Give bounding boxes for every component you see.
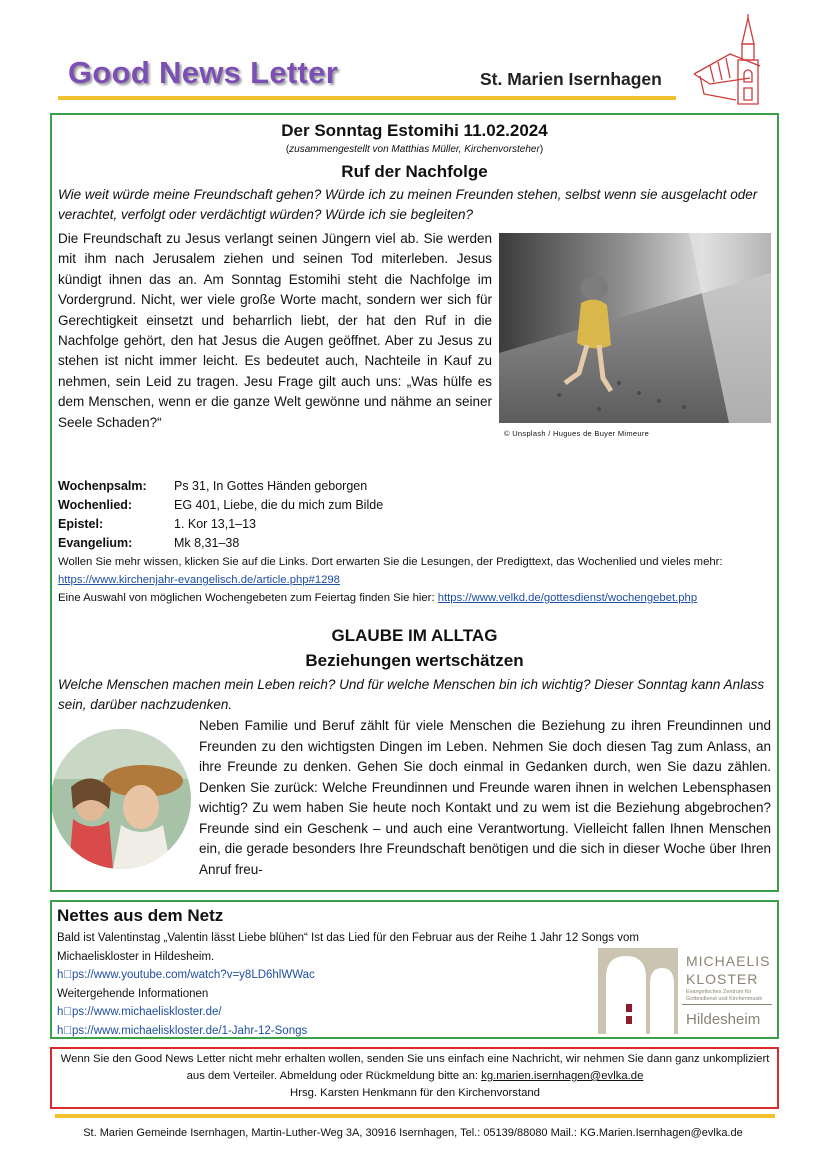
footer-divider: [55, 1114, 775, 1118]
reading-label: Wochenlied:: [58, 498, 133, 512]
footer-address: St. Marien Gemeinde Isernhagen, Martin-Luther-Weg 3A, 30916 Isernhagen, Tel.: 05139/88080 Mail.: KG.Marien.Isernhagen@evlka.de: [83, 1127, 743, 1139]
church-logo-icon: [690, 14, 780, 108]
readings-list: [58, 477, 383, 553]
kirchenjahr-link[interactable]: https://www.kirchenjahr-evangelisch.de/article.php#1298: [58, 574, 340, 586]
more-info-text: Wollen Sie mehr wissen, klicken Sie auf die Links. Dort erwarten Sie die Lesungen, der Predigttext, das Wochenlied und vieles mehr:: [58, 556, 723, 568]
girl-walking-photo: [499, 233, 771, 423]
prayer-text: Eine Auswahl von möglichen Wochengebeten zum Feiertag finden Sie hier:: [58, 592, 435, 604]
publisher-line: Hrsg. Karsten Henkmann für den Kirchenvorstand: [290, 1087, 540, 1099]
svg-text:Hildesheim: Hildesheim: [686, 1011, 761, 1028]
reading-value: EG 401, Liebe, die du mich zum Bilde: [174, 498, 384, 512]
unsubscribe-note: [56, 1051, 774, 1102]
header-divider: [58, 96, 676, 100]
unsubscribe-text: Wenn Sie den Good News Letter nicht mehr erhalten wollen, senden Sie uns einfach eine Nachricht, wir nehmen Sie dann ganz unkompliziert aus dem Verteiler. Abmeldung oder Rückmeldung bitte an:: [60, 1053, 770, 1082]
section-body: Neben Familie und Beruf zählt für viele Menschen die Beziehung zu ihren Freundinnen und Freunden zu den wichtigsten Dingen im Leben. Nehmen Sie doch diesen Tag zum Anlass, an ihre Freunde zu denken. Gehen Sie doch einmal in Gedanken durch, wen Sie dazu zählen. Denken Sie zurück: Welche Freundinnen und Freunde waren ihnen in welchen Lebensphasen wichtig? Zu wem haben Sie heute noch Kontakt und zu wem ist die Beziehung abgebrochen? Freunde sind ein Geschenk – und auch eine Verantwortung. Vielleicht fallen Ihnen Menschen ein, die gerade besonders Ihre Freundschaft benötigen und die sich in dieser Woche über Ihren Anruf freu-: [199, 718, 771, 877]
unsubscribe-email-link[interactable]: kg.marien.isernhagen@evlka.de: [481, 1070, 644, 1082]
michaeliskloster-logo: [598, 948, 772, 1034]
svg-text:KLOSTER: KLOSTER: [686, 971, 759, 987]
more-info: [58, 553, 774, 607]
reading-value: Ps 31, In Gottes Händen geborgen: [174, 479, 368, 493]
section-subheading: Beziehungen wertschätzen: [305, 651, 524, 670]
more-info-label: Weitergehende Informationen: [57, 987, 209, 1000]
reading-row: [58, 477, 383, 496]
main-article-box: [50, 113, 779, 892]
web-tips-box: [50, 900, 779, 1039]
section-heading: GLAUBE IM ALLTAG: [331, 626, 498, 645]
reading-value: 1. Kor 13,1–13: [174, 517, 257, 531]
parish-name: St. Marien Isernhagen: [480, 69, 662, 89]
svg-text:MICHAELIS: MICHAELIS: [686, 953, 771, 969]
unsubscribe-box: [50, 1047, 779, 1109]
reading-value: Mk 8,31–38: [174, 536, 240, 550]
reading-row: [58, 515, 383, 534]
article-heading: Der Sonntag Estomihi 11.02.2024: [281, 121, 548, 140]
youtube-link[interactable]: h ps://www.youtube.com/watch?v=y8LD6hlWWac: [57, 969, 315, 981]
reading-row: [58, 496, 383, 515]
wochengebet-link[interactable]: https://www.velkd.de/gottesdienst/wochengebet.php: [437, 592, 698, 604]
section-intro: Welche Menschen machen mein Leben reich? Und für welche Menschen bin ich wichtig? Dieser Sonntag kann Anlass sein, darüber nachzudenken.: [58, 677, 765, 712]
reading-label: Epistel:: [58, 517, 104, 531]
friends-photo: [51, 729, 191, 869]
songs-link[interactable]: h ps://www.michaeliskloster.de/1-Jahr-12-Songs: [57, 1024, 308, 1037]
article-subheading: Ruf der Nachfolge: [341, 162, 488, 181]
web-tips-intro: Bald ist Valentinstag „Valentin lässt Liebe blühen“ Ist das Lied für den Februar aus der Reihe 1 Jahr 12 Songs vom Michaeliskloster in Hildesheim.: [57, 932, 639, 963]
michaeliskloster-link[interactable]: h ps://www.michaeliskloster.de/: [57, 1006, 222, 1018]
svg-text:Evangelisches Zentrum für: Evangelisches Zentrum für: [686, 989, 752, 995]
svg-text:Gottesdienst und Kirchenmusik: Gottesdienst und Kirchenmusik: [686, 996, 763, 1002]
article-byline: (zusammengestellt von Matthias Müller, Kirchenvorsteher): [285, 144, 544, 155]
reading-label: Evangelium:: [58, 536, 133, 550]
web-tips-title: Nettes aus dem Netz: [57, 906, 224, 925]
reading-row: [58, 534, 383, 553]
newsletter-title: Good News Letter: [68, 55, 339, 90]
reading-label: Wochenpsalm:: [58, 479, 147, 493]
article-body: Die Freundschaft zu Jesus verlangt seinen Jüngern viel ab. Sie werden mit ihm nach Jerusalem ziehen und seinen Tod miterleben. Jesus kündigt ihnen das an. Am Sonntag Estomihi steht die Nachfolge im Vordergrund. Nicht, wer viele große Worte macht, sondern wer sich für Gerechtigkeit einsetzt und beharrlich liebt, der hat den Ruf in die Nachfolge gehört, den hat Jesus die Augen geöffnet. Aber zu Jesus zu stehen ist nicht immer leicht. Es bedeutet auch, Nachteile in Kauf zu nehmen, sein Leid zu tragen. Jesu Frage gilt auch uns: „Was hülfe es dem Menschen, wenn er die ganze Welt gewönne und nähme an seiner Seele Schaden?“: [58, 231, 492, 430]
photo-credit: © Unsplash / Hugues de Buyer Mimeure: [504, 429, 650, 438]
article-intro: Wie weit würde meine Freundschaft gehen? Würde ich zu meinen Freunden stehen, selbst wenn sie ausgelacht oder verachtet, verfolgt oder verdächtigt würden? Würde ich sie begleiten?: [58, 187, 758, 222]
